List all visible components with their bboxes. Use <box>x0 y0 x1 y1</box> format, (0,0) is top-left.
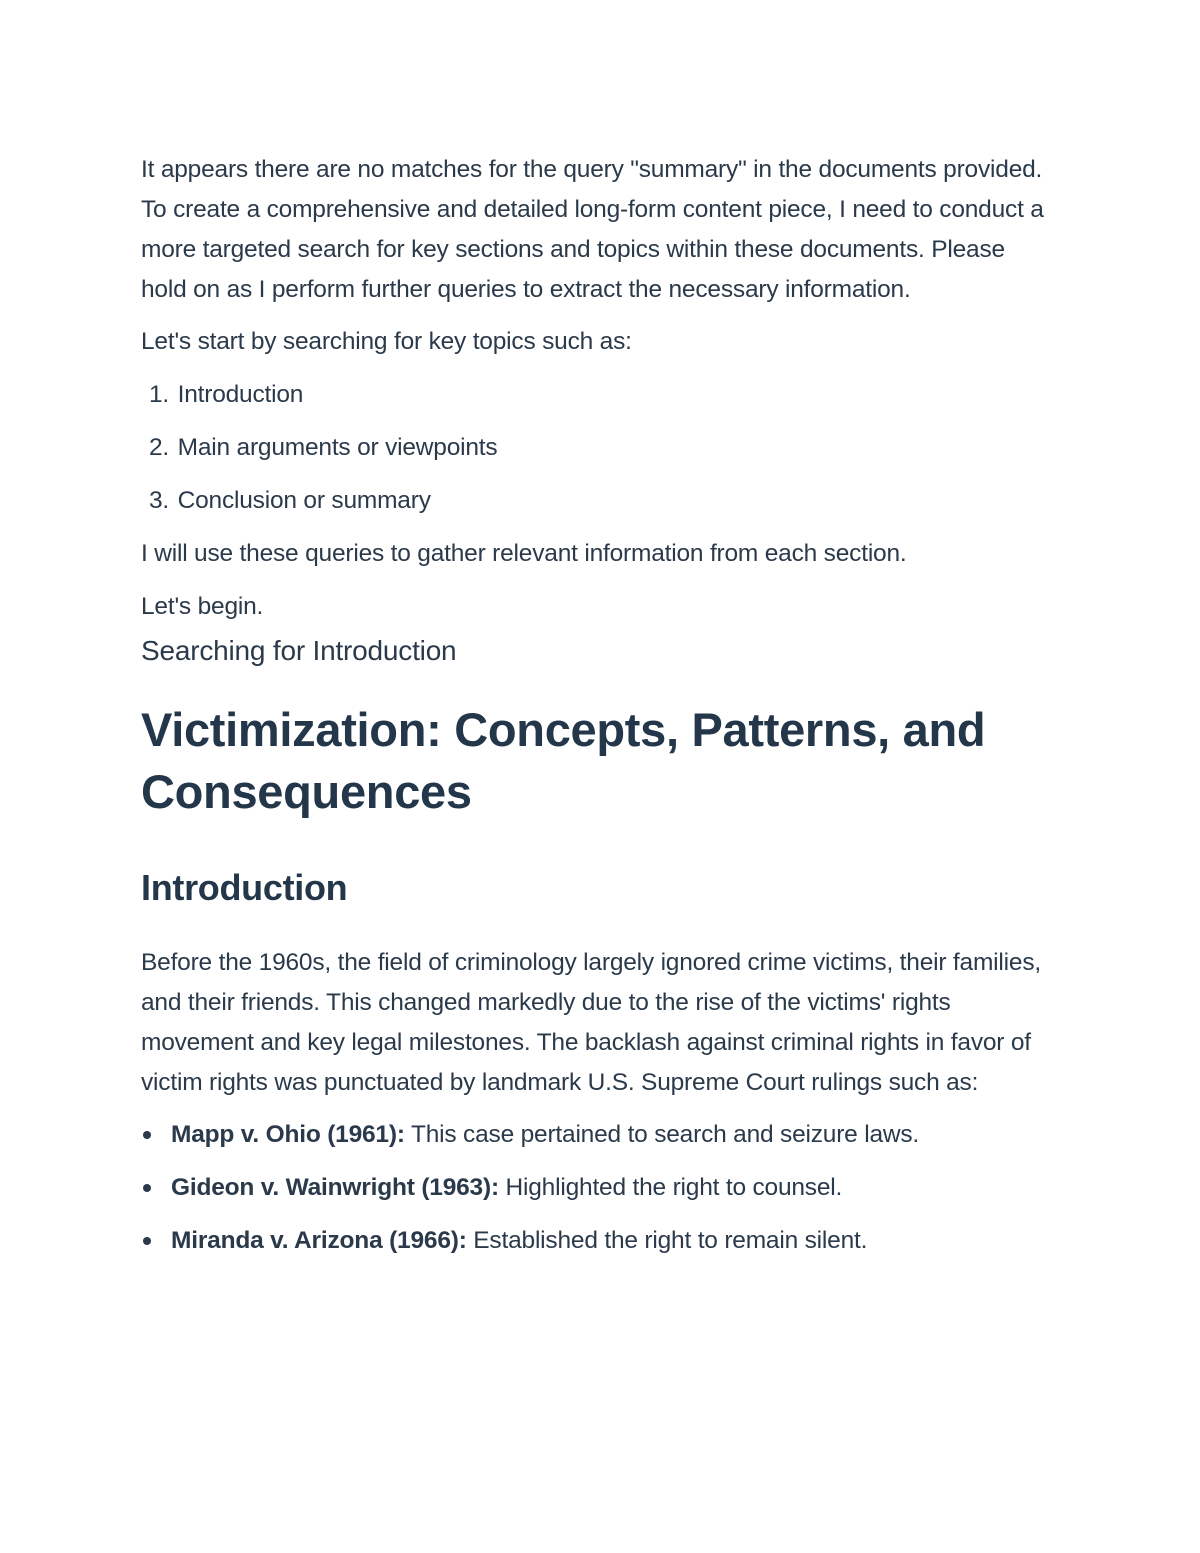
begin-text: Let's begin. <box>141 593 264 620</box>
section-heading: Introduction <box>141 867 348 908</box>
list-item-number: 3. <box>148 487 169 514</box>
list-item <box>141 428 1056 468</box>
bullet-icon <box>143 1131 151 1139</box>
case-name: Mapp v. Ohio (1961): <box>171 1121 405 1148</box>
case-description: This case pertained to search and seizure laws. <box>404 1121 920 1148</box>
bullet-icon <box>143 1237 151 1245</box>
list-item <box>141 1115 1056 1155</box>
body-paragraph: Before the 1960s, the field of criminology largely ignored crime victims, their families, and their friends. This changed markedly due to the rise of the victims' rights movement and key legal milestones. The backlash against criminal rights in favor of victim rights was punctuated by landmark U.S. Supreme Court rulings such as: <box>141 949 1041 1096</box>
list-item <box>141 1221 1056 1261</box>
list-item-text: Main arguments or viewpoints <box>177 434 498 461</box>
case-name: Gideon v. Wainwright (1963): <box>171 1174 499 1201</box>
list-item-text: Conclusion or summary <box>177 487 431 514</box>
list-item-number: 1. <box>148 381 169 408</box>
document-page <box>141 150 1056 1274</box>
bullet-icon <box>143 1184 151 1192</box>
list-item <box>141 481 1056 521</box>
list-item-number: 2. <box>148 434 169 461</box>
follow-up-text: I will use these queries to gather relevant information from each section. <box>141 540 907 567</box>
list-item <box>141 1168 1056 1208</box>
case-name: Miranda v. Arizona (1966): <box>171 1227 467 1254</box>
cases-list <box>141 1115 1056 1261</box>
intro-paragraph: It appears there are no matches for the query "summary" in the documents provided. To create a comprehensive and detailed long-form content piece, I need to conduct a more targeted search for key sections and topics within these documents. Please hold on as I perform further queries to extract the necessary information. <box>141 156 1044 303</box>
case-description: Highlighted the right to counsel. <box>498 1174 843 1201</box>
topics-list <box>141 375 1056 521</box>
lead-in-text: Let's start by searching for key topics such as: <box>141 328 632 355</box>
list-item-text: Introduction <box>177 381 304 408</box>
list-item <box>141 375 1056 415</box>
case-description: Established the right to remain silent. <box>466 1227 868 1254</box>
search-heading: Searching for Introduction <box>141 635 457 666</box>
document-title: Victimization: Concepts, Patterns, and Consequences <box>141 703 986 818</box>
